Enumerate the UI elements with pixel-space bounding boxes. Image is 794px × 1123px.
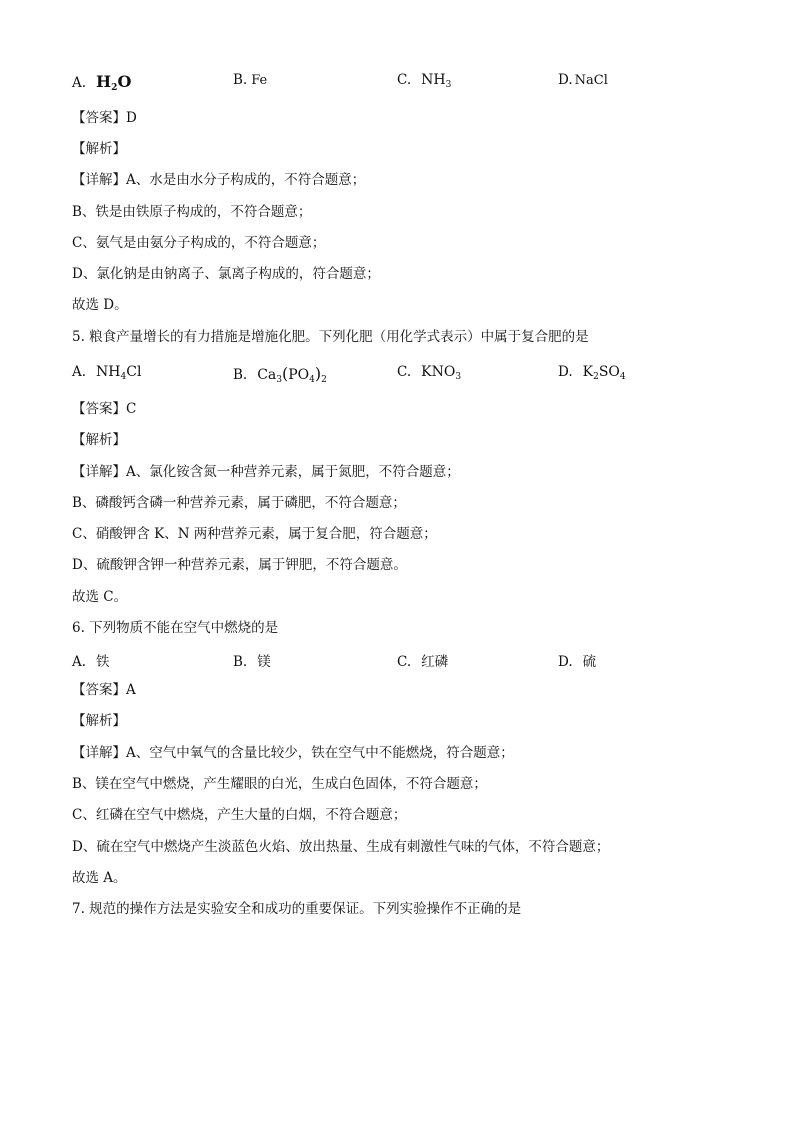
- q4-option-b: [233, 72, 267, 88]
- q6-detail-2: B、镁在空气中燃烧，产生耀眼的白光，生成白色固体，不符合题意；: [72, 776, 487, 792]
- option-letter: C.: [397, 364, 412, 380]
- q5-detail-2: B、磷酸钙含磷一种营养元素，属于磷肥，不符合题意；: [72, 495, 406, 511]
- option-letter: A.: [72, 364, 87, 380]
- option-text: 硫: [582, 654, 597, 670]
- q4-detail-3: C、氨气是由氨分子构成的，不符合题意；: [72, 235, 326, 251]
- q5-option-a: [72, 364, 141, 380]
- q4-answer: 【答案】D: [72, 110, 137, 126]
- q6-option-c: [397, 650, 448, 670]
- q4-detail-2: B、铁是由铁原子构成的，不符合题意；: [72, 204, 312, 220]
- q5-detail-1: 【详解】A、氯化铵含氮一种营养元素，属于氮肥，不符合题意；: [72, 464, 460, 480]
- option-letter: D.: [558, 72, 573, 88]
- q6-analysis: 【解析】: [72, 713, 126, 729]
- q5-conclusion: 故选 C。: [72, 589, 128, 605]
- q6-option-d: [558, 650, 596, 670]
- formula: Fe: [251, 73, 268, 88]
- q5-options: [72, 364, 712, 386]
- q5-answer: 【答案】C: [72, 401, 137, 417]
- q6-options: [72, 650, 712, 672]
- q4-option-a: [72, 72, 131, 91]
- option-letter: B.: [233, 654, 248, 670]
- q6-detail-1: 【详解】A、空气中氧气的含量比较少，铁在空气中不能燃烧，符合题意；: [72, 745, 514, 761]
- option-letter: D.: [558, 364, 573, 380]
- formula: $NH_4Cl$: [96, 364, 142, 382]
- q6-conclusion: 故选 A。: [72, 870, 127, 886]
- q4-analysis: 【解析】: [72, 141, 126, 157]
- q5-option-c: [397, 364, 461, 380]
- q6-answer: 【答案】A: [72, 682, 136, 698]
- q6-question: 6. 下列物质不能在空气中燃烧的是: [72, 620, 279, 636]
- q4-option-c: [397, 72, 451, 88]
- formula: $Ca_3(PO_4)_2$: [257, 364, 327, 385]
- q6-option-a: [72, 650, 110, 670]
- formula: NaCl: [574, 73, 608, 88]
- option-letter: C.: [397, 72, 412, 88]
- q5-option-b: [233, 364, 327, 383]
- q4-detail-1: 【详解】A、水是由水分子构成的，不符合题意；: [72, 172, 366, 188]
- option-letter: B.: [233, 72, 248, 88]
- q6-detail-3: C、红磷在空气中燃烧，产生大量的白烟，不符合题意；: [72, 807, 407, 823]
- option-text: 铁: [96, 654, 110, 670]
- q5-analysis: 【解析】: [72, 432, 126, 448]
- option-letter: C.: [397, 654, 412, 670]
- q6-option-b: [233, 650, 271, 670]
- q5-detail-3: C、硝酸钾含 K、N 两种营养元素，属于复合肥，符合题意；: [72, 526, 437, 542]
- option-letter: A.: [72, 654, 87, 670]
- option-letter: A.: [72, 75, 87, 91]
- option-text: 镁: [257, 654, 271, 670]
- formula: $K_2SO_4$: [582, 364, 626, 382]
- q5-detail-4: D、硫酸钾含钾一种营养元素，属于钾肥，不符合题意。: [72, 557, 407, 573]
- q6-detail-4: D、硫在空气中燃烧产生淡蓝色火焰、放出热量、生成有刺激性气味的气体，不符合题意；: [72, 839, 610, 855]
- q4-detail-4: D、氯化钠是由钠离子、氯离子构成的，符合题意；: [72, 266, 380, 282]
- formula: $NH_3$: [421, 72, 452, 90]
- q7-question: 7. 规范的操作方法是实验安全和成功的重要保证。下列实验操作不正确的是: [72, 901, 522, 917]
- q4-option-d: [558, 72, 608, 88]
- q5-question: 5. 粮食产量增长的有力措施是增施化肥。下列化肥（用化学式表示）中属于复合肥的是: [72, 329, 589, 345]
- q4-options: [72, 72, 712, 94]
- q4-conclusion: 故选 D。: [72, 297, 128, 313]
- option-text: 红磷: [421, 654, 449, 670]
- formula: $H_2O$: [96, 72, 132, 93]
- option-letter: D.: [558, 654, 573, 670]
- q5-option-d: [558, 364, 626, 380]
- formula: $KNO_3$: [421, 364, 462, 382]
- option-letter: B.: [233, 367, 248, 383]
